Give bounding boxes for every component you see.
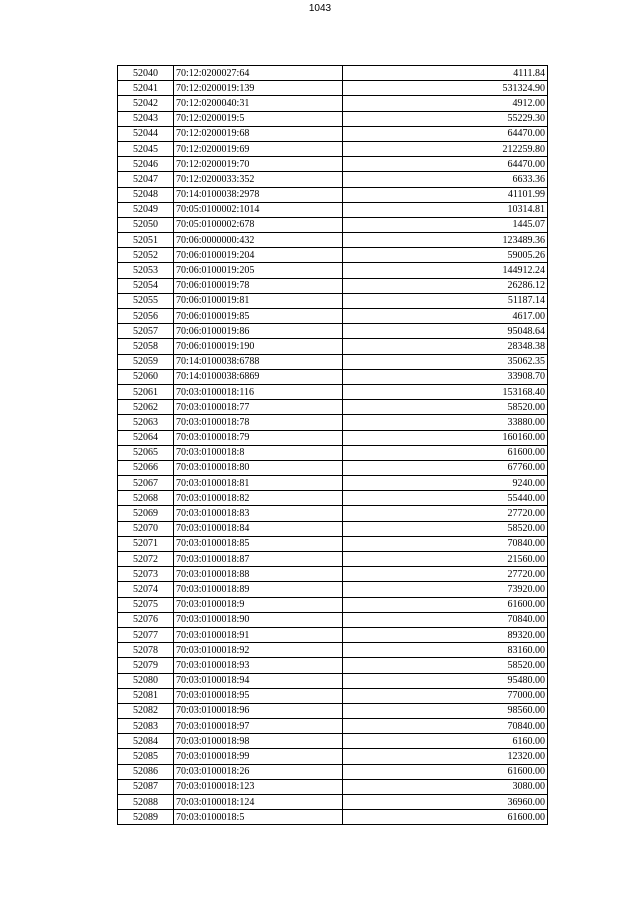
table-row [118, 157, 548, 172]
row-number-cell: 52084 [118, 734, 174, 749]
value-cell: 95480.00 [343, 673, 548, 688]
value-cell: 73920.00 [343, 582, 548, 597]
row-number-cell: 52073 [118, 567, 174, 582]
table-row [118, 187, 548, 202]
value-cell: 59005.26 [343, 248, 548, 263]
row-number-cell: 52079 [118, 658, 174, 673]
row-number-cell: 52056 [118, 309, 174, 324]
row-number-cell: 52068 [118, 491, 174, 506]
value-cell: 212259.80 [343, 141, 548, 156]
cadastral-number-cell: 70:03:0100018:99 [174, 749, 343, 764]
table-row [118, 673, 548, 688]
cadastral-number-cell: 70:12:0200019:69 [174, 141, 343, 156]
value-cell: 61600.00 [343, 445, 548, 460]
table-row [118, 96, 548, 111]
cadastral-number-cell: 70:03:0100018:80 [174, 460, 343, 475]
cadastral-number-cell: 70:12:0200027:64 [174, 66, 343, 81]
cadastral-number-cell: 70:03:0100018:116 [174, 384, 343, 399]
cadastral-number-cell: 70:03:0100018:92 [174, 643, 343, 658]
value-cell: 26286.12 [343, 278, 548, 293]
value-cell: 144912.24 [343, 263, 548, 278]
value-cell: 55440.00 [343, 491, 548, 506]
table-row [118, 582, 548, 597]
table-row [118, 506, 548, 521]
row-number-cell: 52047 [118, 172, 174, 187]
table-row [118, 354, 548, 369]
cadastral-number-cell: 70:03:0100018:123 [174, 779, 343, 794]
value-cell: 4111.84 [343, 66, 548, 81]
cadastral-number-cell: 70:14:0100038:6869 [174, 369, 343, 384]
cadastral-number-cell: 70:03:0100018:95 [174, 688, 343, 703]
cadastral-number-cell: 70:06:0100019:190 [174, 339, 343, 354]
row-number-cell: 52089 [118, 810, 174, 825]
row-number-cell: 52075 [118, 597, 174, 612]
value-cell: 83160.00 [343, 643, 548, 658]
row-number-cell: 52052 [118, 248, 174, 263]
table-row [118, 688, 548, 703]
table-row [118, 202, 548, 217]
value-cell: 36960.00 [343, 795, 548, 810]
cadastral-number-cell: 70:03:0100018:83 [174, 506, 343, 521]
table-row [118, 521, 548, 536]
table-row [118, 703, 548, 718]
row-number-cell: 52061 [118, 384, 174, 399]
value-cell: 27720.00 [343, 567, 548, 582]
table-row [118, 719, 548, 734]
row-number-cell: 52045 [118, 141, 174, 156]
value-cell: 67760.00 [343, 460, 548, 475]
row-number-cell: 52042 [118, 96, 174, 111]
table-row [118, 658, 548, 673]
value-cell: 61600.00 [343, 764, 548, 779]
row-number-cell: 52050 [118, 217, 174, 232]
cadastral-number-cell: 70:03:0100018:90 [174, 612, 343, 627]
row-number-cell: 52074 [118, 582, 174, 597]
value-cell: 64470.00 [343, 126, 548, 141]
table-row [118, 415, 548, 430]
table-row [118, 491, 548, 506]
cadastral-number-cell: 70:06:0100019:204 [174, 248, 343, 263]
value-cell: 21560.00 [343, 552, 548, 567]
row-number-cell: 52085 [118, 749, 174, 764]
value-cell: 98560.00 [343, 703, 548, 718]
row-number-cell: 52046 [118, 157, 174, 172]
row-number-cell: 52077 [118, 627, 174, 642]
table-row [118, 293, 548, 308]
table-row [118, 552, 548, 567]
value-cell: 58520.00 [343, 521, 548, 536]
row-number-cell: 52066 [118, 460, 174, 475]
table-row [118, 324, 548, 339]
row-number-cell: 52055 [118, 293, 174, 308]
table-row [118, 612, 548, 627]
cadastral-number-cell: 70:05:0100002:678 [174, 217, 343, 232]
value-cell: 153168.40 [343, 384, 548, 399]
table-row [118, 233, 548, 248]
row-number-cell: 52057 [118, 324, 174, 339]
row-number-cell: 52069 [118, 506, 174, 521]
table-row [118, 536, 548, 551]
cadastral-number-cell: 70:03:0100018:79 [174, 430, 343, 445]
row-number-cell: 52081 [118, 688, 174, 703]
row-number-cell: 52086 [118, 764, 174, 779]
row-number-cell: 52072 [118, 552, 174, 567]
cadastral-number-cell: 70:06:0100019:86 [174, 324, 343, 339]
value-cell: 70840.00 [343, 719, 548, 734]
row-number-cell: 52082 [118, 703, 174, 718]
cadastral-number-cell: 70:03:0100018:5 [174, 810, 343, 825]
row-number-cell: 52087 [118, 779, 174, 794]
table-row [118, 445, 548, 460]
value-cell: 58520.00 [343, 658, 548, 673]
cadastral-number-cell: 70:06:0000000:432 [174, 233, 343, 248]
value-cell: 33880.00 [343, 415, 548, 430]
row-number-cell: 52044 [118, 126, 174, 141]
table-row [118, 263, 548, 278]
cadastral-number-cell: 70:03:0100018:8 [174, 445, 343, 460]
table-row [118, 764, 548, 779]
table-row [118, 111, 548, 126]
value-cell: 9240.00 [343, 476, 548, 491]
row-number-cell: 52088 [118, 795, 174, 810]
cadastral-number-cell: 70:03:0100018:94 [174, 673, 343, 688]
value-cell: 55229.30 [343, 111, 548, 126]
value-cell: 51187.14 [343, 293, 548, 308]
row-number-cell: 52063 [118, 415, 174, 430]
row-number-cell: 52058 [118, 339, 174, 354]
cadastral-number-cell: 70:03:0100018:26 [174, 764, 343, 779]
cadastral-number-cell: 70:06:0100019:205 [174, 263, 343, 278]
value-cell: 123489.36 [343, 233, 548, 248]
table-row [118, 384, 548, 399]
cadastral-number-cell: 70:14:0100038:2978 [174, 187, 343, 202]
cadastral-number-cell: 70:12:0200033:352 [174, 172, 343, 187]
table-row [118, 369, 548, 384]
table-row [118, 779, 548, 794]
cadastral-number-cell: 70:03:0100018:124 [174, 795, 343, 810]
table-row [118, 476, 548, 491]
cadastral-number-cell: 70:03:0100018:84 [174, 521, 343, 536]
row-number-cell: 52054 [118, 278, 174, 293]
row-number-cell: 52083 [118, 719, 174, 734]
table-row [118, 172, 548, 187]
cadastral-number-cell: 70:03:0100018:89 [174, 582, 343, 597]
value-cell: 531324.90 [343, 81, 548, 96]
row-number-cell: 52049 [118, 202, 174, 217]
value-cell: 95048.64 [343, 324, 548, 339]
cadastral-number-cell: 70:03:0100018:93 [174, 658, 343, 673]
table-row [118, 278, 548, 293]
table-row [118, 643, 548, 658]
row-number-cell: 52053 [118, 263, 174, 278]
cadastral-number-cell: 70:03:0100018:96 [174, 703, 343, 718]
value-cell: 10314.81 [343, 202, 548, 217]
cadastral-number-cell: 70:03:0100018:87 [174, 552, 343, 567]
value-cell: 61600.00 [343, 597, 548, 612]
value-cell: 160160.00 [343, 430, 548, 445]
cadastral-number-cell: 70:03:0100018:85 [174, 536, 343, 551]
table-row [118, 810, 548, 825]
value-cell: 58520.00 [343, 400, 548, 415]
table-row [118, 217, 548, 232]
value-cell: 27720.00 [343, 506, 548, 521]
row-number-cell: 52060 [118, 369, 174, 384]
value-cell: 6160.00 [343, 734, 548, 749]
row-number-cell: 52067 [118, 476, 174, 491]
value-cell: 1445.07 [343, 217, 548, 232]
table-body [118, 66, 548, 825]
row-number-cell: 52070 [118, 521, 174, 536]
cadastral-number-cell: 70:03:0100018:98 [174, 734, 343, 749]
table-row [118, 460, 548, 475]
row-number-cell: 52065 [118, 445, 174, 460]
cadastral-number-cell: 70:03:0100018:91 [174, 627, 343, 642]
row-number-cell: 52059 [118, 354, 174, 369]
table-row [118, 567, 548, 582]
cadastral-number-cell: 70:03:0100018:9 [174, 597, 343, 612]
value-cell: 6633.36 [343, 172, 548, 187]
value-cell: 89320.00 [343, 627, 548, 642]
table-row [118, 141, 548, 156]
row-number-cell: 52051 [118, 233, 174, 248]
cadastral-number-cell: 70:05:0100002:1014 [174, 202, 343, 217]
cadastral-number-cell: 70:03:0100018:97 [174, 719, 343, 734]
cadastral-number-cell: 70:12:0200019:139 [174, 81, 343, 96]
cadastral-number-cell: 70:06:0100019:81 [174, 293, 343, 308]
page-number: 1043 [308, 3, 332, 14]
row-number-cell: 52062 [118, 400, 174, 415]
cadastral-value-table [117, 65, 548, 825]
value-cell: 33908.70 [343, 369, 548, 384]
cadastral-number-cell: 70:14:0100038:6788 [174, 354, 343, 369]
table-row [118, 400, 548, 415]
value-cell: 35062.35 [343, 354, 548, 369]
value-cell: 41101.99 [343, 187, 548, 202]
row-number-cell: 52041 [118, 81, 174, 96]
cadastral-number-cell: 70:03:0100018:88 [174, 567, 343, 582]
table-row [118, 430, 548, 445]
table-row [118, 597, 548, 612]
value-cell: 28348.38 [343, 339, 548, 354]
table-row [118, 795, 548, 810]
table-row [118, 81, 548, 96]
table-row [118, 627, 548, 642]
table-row [118, 309, 548, 324]
row-number-cell: 52043 [118, 111, 174, 126]
value-cell: 3080.00 [343, 779, 548, 794]
table-row [118, 734, 548, 749]
value-cell: 70840.00 [343, 612, 548, 627]
cadastral-number-cell: 70:06:0100019:78 [174, 278, 343, 293]
value-cell: 12320.00 [343, 749, 548, 764]
row-number-cell: 52076 [118, 612, 174, 627]
table-row [118, 749, 548, 764]
row-number-cell: 52048 [118, 187, 174, 202]
cadastral-number-cell: 70:12:0200019:70 [174, 157, 343, 172]
value-cell: 4912.00 [343, 96, 548, 111]
table-row [118, 339, 548, 354]
value-cell: 4617.00 [343, 309, 548, 324]
value-cell: 77000.00 [343, 688, 548, 703]
cadastral-number-cell: 70:03:0100018:82 [174, 491, 343, 506]
row-number-cell: 52064 [118, 430, 174, 445]
cadastral-number-cell: 70:03:0100018:78 [174, 415, 343, 430]
row-number-cell: 52080 [118, 673, 174, 688]
cadastral-number-cell: 70:06:0100019:85 [174, 309, 343, 324]
cadastral-number-cell: 70:03:0100018:81 [174, 476, 343, 491]
row-number-cell: 52078 [118, 643, 174, 658]
value-cell: 70840.00 [343, 536, 548, 551]
value-cell: 64470.00 [343, 157, 548, 172]
table-row [118, 248, 548, 263]
cadastral-number-cell: 70:12:0200019:5 [174, 111, 343, 126]
row-number-cell: 52071 [118, 536, 174, 551]
cadastral-number-cell: 70:12:0200019:68 [174, 126, 343, 141]
table-row [118, 126, 548, 141]
cadastral-number-cell: 70:03:0100018:77 [174, 400, 343, 415]
table-row [118, 66, 548, 81]
value-cell: 61600.00 [343, 810, 548, 825]
row-number-cell: 52040 [118, 66, 174, 81]
cadastral-number-cell: 70:12:0200040:31 [174, 96, 343, 111]
